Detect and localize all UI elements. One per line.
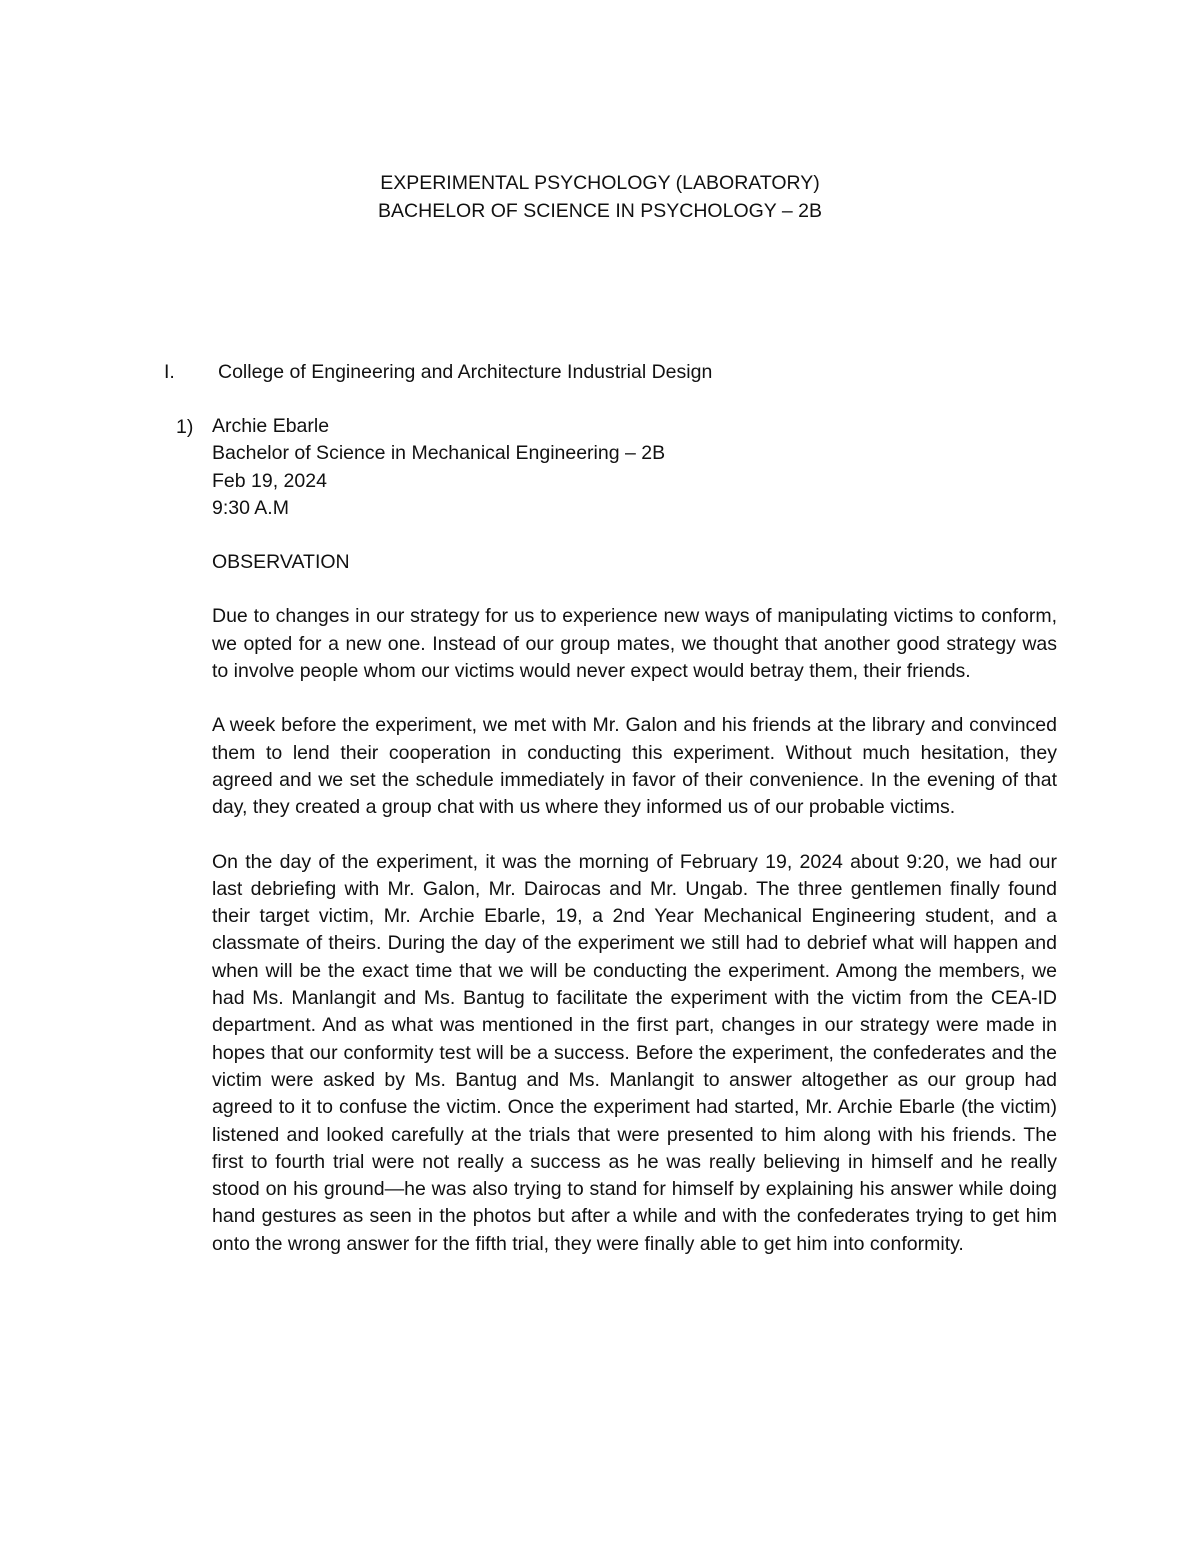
document-heading <box>0 169 1200 225</box>
entry-body <box>212 413 1057 1258</box>
section-title: College of Engineering and Architecture Industrial Design <box>218 361 713 383</box>
entry-date: Feb 19, 2024 <box>212 469 327 492</box>
section-heading <box>164 358 712 386</box>
heading-course-title: EXPERIMENTAL PSYCHOLOGY (LABORATORY) <box>380 172 820 194</box>
observation-title: OBSERVATION <box>212 551 350 574</box>
entry-time: 9:30 A.M <box>212 496 289 519</box>
observation-paragraph-1: Due to changes in our strategy for us to experience new ways of manipulating victims to conform, we opted for a new one. Instead of our group mates, we thought that another good strategy was to involve people whom our victims would never expect would betray them, their friends. <box>212 605 1057 683</box>
observation-paragraph-2: A week before the experiment, we met with Mr. Galon and his friends at the library and convinced them to lend their cooperation in conducting this experiment. Without much hesitation, they agreed and we set the schedule immediately in favor of their convenience. In the evening of that day, they created a group chat with us where they informed us of our probable victims. <box>212 714 1057 819</box>
entry-number: 1) <box>176 416 194 438</box>
subject-name: Archie Ebarle <box>212 415 330 437</box>
subject-program: Bachelor of Science in Mechanical Engineering – 2B <box>212 442 666 465</box>
heading-program-title: BACHELOR OF SCIENCE IN PSYCHOLOGY – 2B <box>378 200 822 222</box>
observation-paragraph-3: On the day of the experiment, it was the morning of February 19, 2024 about 9:20, we had our last debriefing with Mr. Galon, Mr. Dairocas and Mr. Ungab. The three gentlemen finally found their target victim, Mr. Archie Ebarle, 19, a 2nd Year Mechanical Engineering student, and a classmate of theirs. During the day of the experiment we still had to debrief what will happen and when will be the exact time that we will be conducting the experiment. Among the members, we had Ms. Manlangit and Ms. Bantug to facilitate the experiment with the victim from the CEA-ID department. And as what was mentioned in the first part, changes in our strategy were made in hopes that our conformity test will be a success. Before the experiment, the confederates and the victim were asked by Ms. Bantug and Ms. Manlangit to answer altogether as our group had agreed to it to confuse the victim. Once the experiment had started, Mr. Archie Ebarle (the victim) listened and looked carefully at the trials that were presented to him along with his friends. The first to fourth trial were not really a success as he was really believing in himself and he really stood on his ground—he was also trying to stand for himself by explaining his answer while doing hand gestures as seen in the photos but after a while and with the confederates trying to get him onto the wrong answer for the fifth trial, they were finally able to get him into conformity. <box>212 850 1057 1255</box>
section-numeral: I. <box>164 361 175 383</box>
